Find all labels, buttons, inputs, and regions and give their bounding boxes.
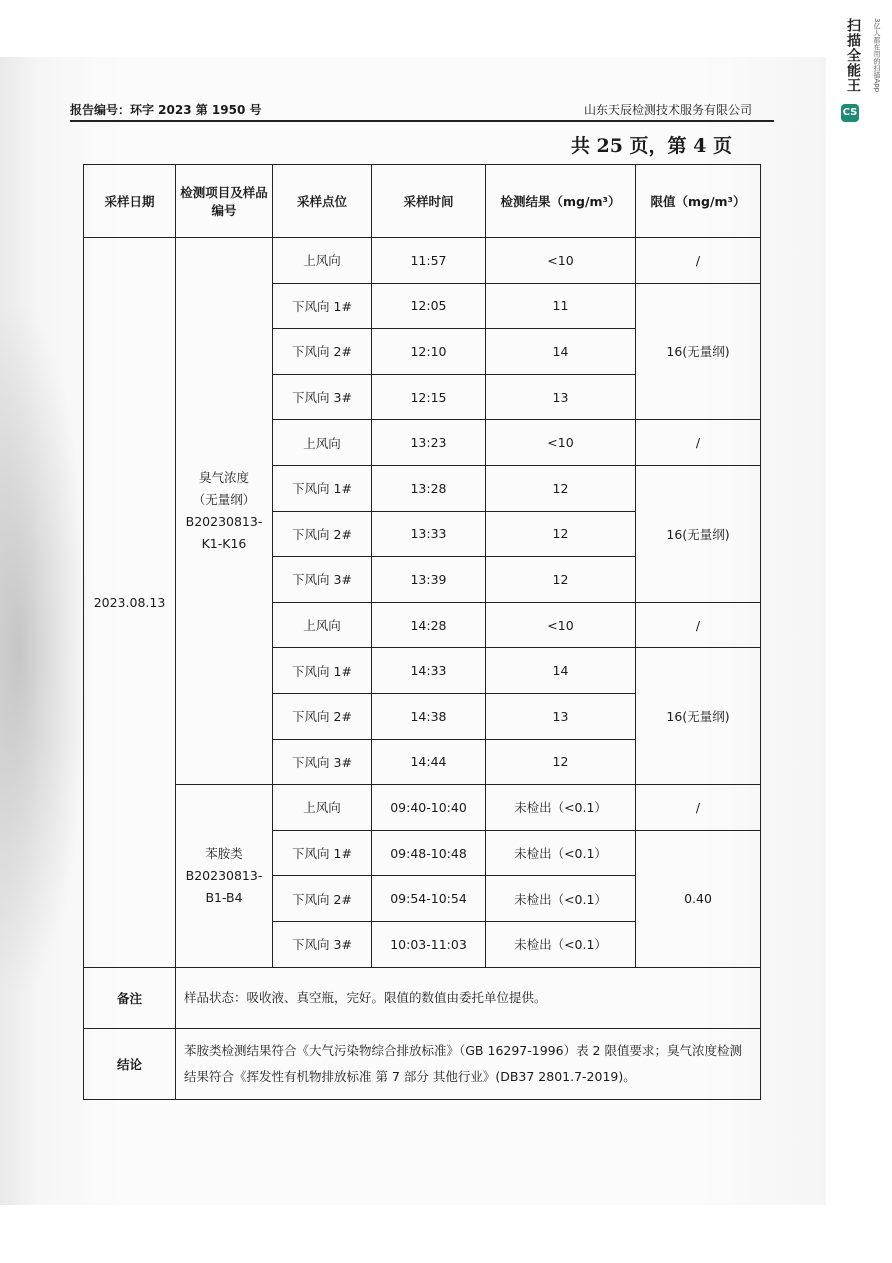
header-limit: 限值（mg/m³） xyxy=(636,165,761,238)
result: <10 xyxy=(486,602,636,648)
scan-shadow xyxy=(0,300,90,1000)
conclusion-row xyxy=(84,1028,761,1099)
time: 13:23 xyxy=(372,420,486,466)
time: 12:15 xyxy=(372,374,486,420)
sampling-date: 2023.08.13 xyxy=(84,238,176,968)
point: 上风向 xyxy=(273,785,372,831)
point: 下风向 1# xyxy=(273,283,372,329)
limit: / xyxy=(636,785,761,831)
limit: / xyxy=(636,602,761,648)
time: 09:40-10:40 xyxy=(372,785,486,831)
table-header-row xyxy=(84,165,761,238)
item-aniline-sample-no: B20230813-B1-B4 xyxy=(185,867,263,905)
table-row xyxy=(84,785,761,831)
point: 下风向 2# xyxy=(273,329,372,375)
header-result: 检测结果（mg/m³） xyxy=(486,165,636,238)
time: 14:28 xyxy=(372,602,486,648)
point: 下风向 1# xyxy=(273,648,372,694)
conclusion-label: 结论 xyxy=(84,1028,176,1099)
result: 12 xyxy=(486,557,636,603)
result: 13 xyxy=(486,693,636,739)
conclusion-text: 苯胺类检测结果符合《大气污染物综合排放标准》（GB 16297-1996）表 2 限值要求；臭气浓度检测结果符合《挥发性有机物排放标准 第 7 部分 其他行业》(DB37 2801.7-2019)。 xyxy=(176,1028,761,1099)
time: 14:44 xyxy=(372,739,486,785)
point: 下风向 3# xyxy=(273,557,372,603)
point: 上风向 xyxy=(273,602,372,648)
item-odor-unit: （无量纲） xyxy=(192,492,256,508)
time: 10:03-11:03 xyxy=(372,921,486,967)
result: 未检出（<0.1） xyxy=(486,876,636,922)
remarks-row xyxy=(84,967,761,1028)
company-name: 山东天辰检测技术服务有限公司 xyxy=(583,103,752,117)
result: 14 xyxy=(486,329,636,375)
result: 未检出（<0.1） xyxy=(486,785,636,831)
table-row xyxy=(84,238,761,284)
time: 14:38 xyxy=(372,693,486,739)
result: 11 xyxy=(486,283,636,329)
result: 14 xyxy=(486,648,636,694)
header-time: 采样时间 xyxy=(372,165,486,238)
header-divider xyxy=(70,120,774,122)
limit: 16(无量纲) xyxy=(636,283,761,420)
limit: / xyxy=(636,238,761,284)
point: 上风向 xyxy=(273,420,372,466)
item-odor-sample-no: B20230813-K1-K16 xyxy=(185,514,263,552)
result: <10 xyxy=(486,420,636,466)
item-aniline-name: 苯胺类 xyxy=(205,845,243,861)
point: 上风向 xyxy=(273,238,372,284)
time: 09:48-10:48 xyxy=(372,830,486,876)
time: 11:57 xyxy=(372,238,486,284)
remarks-label: 备注 xyxy=(84,967,176,1028)
results-table xyxy=(83,164,761,1100)
report-number: 报告编号：环字 2023 第 1950 号 xyxy=(70,103,262,117)
limit: 16(无量纲) xyxy=(636,465,761,602)
scanner-app-tagline: 3亿人都在用的扫描App xyxy=(873,18,881,93)
point: 下风向 2# xyxy=(273,693,372,739)
time: 12:10 xyxy=(372,329,486,375)
point: 下风向 3# xyxy=(273,921,372,967)
header-item: 检测项目及样品编号 xyxy=(176,165,273,238)
scanner-logo-icon: CS xyxy=(841,104,859,122)
point: 下风向 3# xyxy=(273,739,372,785)
time: 13:39 xyxy=(372,557,486,603)
point: 下风向 1# xyxy=(273,465,372,511)
point: 下风向 1# xyxy=(273,830,372,876)
time: 13:33 xyxy=(372,511,486,557)
result: <10 xyxy=(486,238,636,284)
time: 12:05 xyxy=(372,283,486,329)
result: 12 xyxy=(486,465,636,511)
item-odor xyxy=(176,238,273,785)
time: 13:28 xyxy=(372,465,486,511)
result: 未检出（<0.1） xyxy=(486,830,636,876)
header-point: 采样点位 xyxy=(273,165,372,238)
page-info: 共 25 页，第 4 页 xyxy=(570,135,732,157)
item-odor-name: 臭气浓度 xyxy=(198,470,249,486)
point: 下风向 2# xyxy=(273,876,372,922)
item-aniline xyxy=(176,785,273,967)
limit: 0.40 xyxy=(636,830,761,967)
point: 下风向 3# xyxy=(273,374,372,420)
time: 14:33 xyxy=(372,648,486,694)
result: 未检出（<0.1） xyxy=(486,921,636,967)
point: 下风向 2# xyxy=(273,511,372,557)
result: 12 xyxy=(486,511,636,557)
limit: 16(无量纲) xyxy=(636,648,761,785)
result: 12 xyxy=(486,739,636,785)
scanner-app-name: 扫描全能王 xyxy=(845,18,861,93)
remarks-text: 样品状态：吸收液、真空瓶，完好。限值的数值由委托单位提供。 xyxy=(176,967,761,1028)
time: 09:54-10:54 xyxy=(372,876,486,922)
result: 13 xyxy=(486,374,636,420)
header-date: 采样日期 xyxy=(84,165,176,238)
limit: / xyxy=(636,420,761,466)
